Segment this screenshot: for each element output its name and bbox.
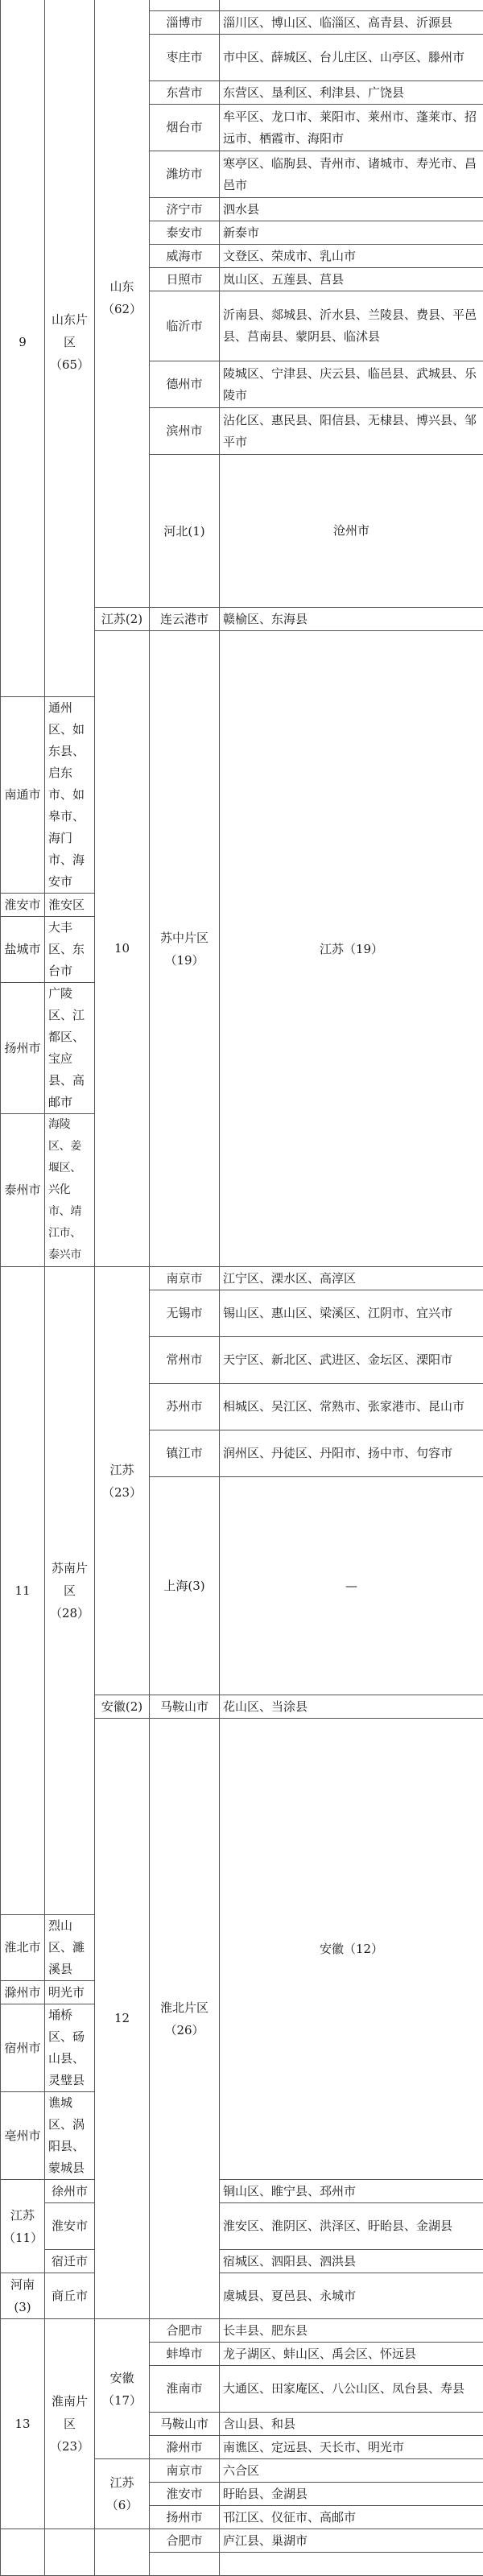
county-cell: 锡山区、惠山区、梁溪区、江阴市、宜兴市 (220, 1290, 483, 1337)
city-cell: 扬州市 (150, 2506, 220, 2529)
city-cell: 苏州市 (150, 1384, 220, 1430)
county-cell: 邗江区、仪征市、高邮市 (220, 2506, 483, 2529)
city-cell: 临沂市 (150, 291, 220, 361)
city-cell: 合肥市 (150, 2319, 220, 2343)
city-cell: 徐州市 (45, 2180, 95, 2203)
region-name: 淮北片区（26） (150, 1719, 220, 2319)
province-cell: 安徽(2) (95, 1695, 150, 1719)
county-cell: 铜山区、睢宁县、邳州市 (220, 2180, 483, 2203)
province-cell: 江苏（11） (1, 2180, 45, 2273)
county-cell: 烈山区、濉溪县 (45, 1915, 95, 1981)
city-cell: 淮南市 (150, 2366, 220, 2413)
province-cell: 江苏（19） (220, 631, 483, 1267)
table-row (1, 2319, 483, 2343)
province-cell: 江苏(2) (95, 608, 150, 631)
table-row (1, 2529, 483, 2553)
county-cell: 海陵区、姜堰区、兴化市、靖江市、泰兴市 (45, 1114, 95, 1267)
province-cell: 河南(3) (1, 2273, 45, 2319)
county-cell: 盱眙县、金湖县 (220, 2483, 483, 2506)
city-cell: 常州市 (150, 1337, 220, 1384)
province-cell (95, 2529, 150, 2576)
city-cell: 南京市 (150, 2459, 220, 2483)
region-name: 淮南片区（23） (45, 2319, 95, 2529)
region-name: 苏南片区（28） (45, 1267, 95, 1915)
county-cell: 南谯区、定远县、天长市、明光市 (220, 2436, 483, 2459)
county-cell: 沂南县、郯城县、沂水县、兰陵县、费县、平邑县、莒南县、蒙阴县、临沭县 (220, 291, 483, 361)
group-number: 10 (95, 631, 150, 1267)
table-row (1, 0, 483, 11)
city-cell: 马鞍山市 (150, 1695, 220, 1719)
city-cell: 淮安市 (1, 894, 45, 917)
city-cell: 镇江市 (150, 1430, 220, 1477)
province-cell: 安徽（12） (220, 1719, 483, 2180)
county-cell: 淄川区、博山区、临淄区、高青县、沂源县 (220, 11, 483, 35)
county-cell: 庐江县、巢湖市 (220, 2529, 483, 2553)
province-cell: 山东（62） (95, 0, 150, 608)
county-cell: 泗水县 (220, 198, 483, 221)
county-cell: 谯城区、涡阳县、蒙城县 (45, 2092, 95, 2180)
county-cell: 长丰县、肥东县 (220, 2319, 483, 2343)
county-cell: 龙子湖区、蚌山区、禹会区、怀远县 (220, 2343, 483, 2366)
group-number: 12 (95, 1719, 150, 2319)
city-cell: 淮安市 (150, 2483, 220, 2506)
county-cell: 新泰市 (220, 221, 483, 245)
county-cell: 沾化区、惠民县、阳信县、无棣县、博兴县、邹平市 (220, 408, 483, 455)
county-cell: 江宁区、溧水区、高淳区 (220, 1267, 483, 1290)
city-cell: 德州市 (150, 361, 220, 408)
group-number: 9 (1, 0, 45, 697)
county-cell: 埇桥区、砀山县、灵璧县 (45, 2004, 95, 2092)
county-cell: 东营区、垦利区、利津县、广饶县 (220, 81, 483, 105)
county-cell: 虞城县、夏邑县、永城市 (220, 2273, 483, 2319)
county-cell: 相城区、吴江区、常熟市、张家港市、昆山市 (220, 1384, 483, 1430)
province-cell: 江苏（6） (95, 2459, 150, 2529)
city-cell: 东营市 (150, 81, 220, 105)
city-cell: 威海市 (150, 245, 220, 268)
county-cell: 寒亭区、临朐县、青州市、诸城市、寿光市、昌邑市 (220, 151, 483, 198)
city-cell: 淄博市 (150, 11, 220, 35)
county-cell: 天宁区、新北区、武进区、金坛区、溧阳市 (220, 1337, 483, 1384)
county-cell: 文登区、荣成市、乳山市 (220, 245, 483, 268)
county-cell: 淮安区、淮阴区、洪泽区、盱眙县、金湖县 (220, 2203, 483, 2250)
table-row (1, 2273, 483, 2319)
city-cell: 蚌埠市 (150, 2343, 220, 2366)
county-cell (220, 0, 483, 11)
county-cell: 明光市 (45, 1981, 95, 2004)
city-cell: 滁州市 (150, 2436, 220, 2459)
county-cell: 大通区、田家庵区、八公山区、凤台县、寿县 (220, 2366, 483, 2413)
table-row (1, 2250, 483, 2273)
county-cell: 含山县、和县 (220, 2413, 483, 2436)
city-cell: 枣庄市 (150, 35, 220, 81)
city-cell: 无锡市 (150, 1290, 220, 1337)
county-cell: 广陵区、江都区、宝应县、高邮市 (45, 983, 95, 1114)
group-number: 11 (1, 1267, 45, 1915)
group-number (1, 2529, 45, 2576)
table-row (1, 1267, 483, 1290)
province-cell: 上海(3) (150, 1477, 220, 1695)
city-cell: 南通市 (1, 697, 45, 894)
city-cell: 济宁市 (150, 198, 220, 221)
table-row (1, 2180, 483, 2203)
city-cell: 日照市 (150, 268, 220, 291)
county-cell: 牟平区、龙口市、莱阳市、莱州市、蓬莱市、招远市、栖霞市、海阳市 (220, 105, 483, 151)
city-cell: 泰州市 (1, 1114, 45, 1267)
county-cell: 六合区 (220, 2459, 483, 2483)
city-cell: 盐城市 (1, 917, 45, 983)
city-cell: 马鞍山市 (150, 2413, 220, 2436)
region-name: 苏中片区（19） (150, 631, 220, 1267)
city-cell: 淮北市 (1, 1915, 45, 1981)
city-cell: 滁州市 (1, 1981, 45, 2004)
city-cell: 南京市 (150, 1267, 220, 1290)
city-cell: 潍坊市 (150, 151, 220, 198)
city-cell: 沧州市 (220, 455, 483, 608)
city-cell (150, 0, 220, 11)
county-cell: 陵城区、宁津县、庆云县、临邑县、武城县、乐陵市 (220, 361, 483, 408)
city-cell: 烟台市 (150, 105, 220, 151)
city-cell: 滨州市 (150, 408, 220, 455)
region-name (45, 2529, 95, 2576)
county-cell: 大丰区、东台市 (45, 917, 95, 983)
county-cell: 赣榆区、东海县 (220, 608, 483, 631)
city-cell: 扬州市 (1, 983, 45, 1114)
city-cell: 商丘市 (45, 2273, 95, 2319)
group-number: 13 (1, 2319, 45, 2529)
county-cell: 淮安区 (45, 894, 95, 917)
city-cell (150, 2553, 220, 2576)
city-cell: — (220, 1477, 483, 1695)
table-row (1, 2203, 483, 2250)
province-cell: 江苏（23） (95, 1267, 150, 1695)
province-cell: 河北(1) (150, 455, 220, 608)
region-name: 山东片区（65） (45, 0, 95, 697)
county-cell: 通州区、如东县、启东市、如皋市、海门市、海安市 (45, 697, 95, 894)
city-cell: 淮安市 (45, 2203, 95, 2250)
county-cell: 市中区、薛城区、台儿庄区、山亭区、滕州市 (220, 35, 483, 81)
city-cell: 泰安市 (150, 221, 220, 245)
city-cell: 宿迁市 (45, 2250, 95, 2273)
city-cell: 宿州市 (1, 2004, 45, 2092)
city-cell: 亳州市 (1, 2092, 45, 2180)
county-cell: 花山区、当涂县 (220, 1695, 483, 1719)
county-cell (220, 2553, 483, 2576)
county-cell: 宿城区、泗阳县、泗洪县 (220, 2250, 483, 2273)
city-cell: 连云港市 (150, 608, 220, 631)
county-cell: 润州区、丹徒区、丹阳市、扬中市、句容市 (220, 1430, 483, 1477)
county-cell: 岚山区、五莲县、莒县 (220, 268, 483, 291)
province-cell: 安徽（17） (95, 2319, 150, 2459)
city-cell: 合肥市 (150, 2529, 220, 2553)
